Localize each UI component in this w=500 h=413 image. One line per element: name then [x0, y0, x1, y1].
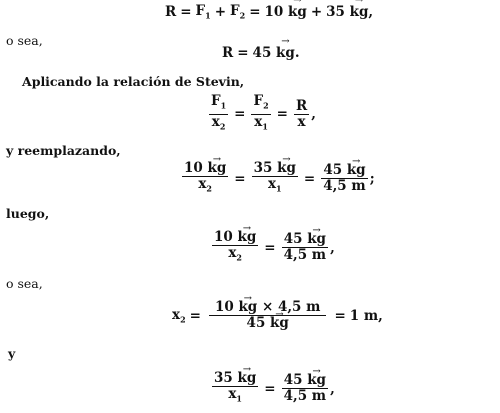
force-2: $F_2$: [230, 3, 246, 21]
fraction-45kg-4-5m: $\frac{45 \to kg}{4,5 m}$: [282, 373, 328, 404]
equation-luego: $\frac{10 \to kg}{x_2}$ = $\frac{45 \to kg}{4,5 m}$ ,: [210, 230, 335, 266]
text-y-reemplazando: y reemplazando,: [6, 143, 121, 158]
fraction-35kg-x1: $\frac{35 \to kg}{x_1}$: [212, 371, 258, 407]
text-luego: luego,: [6, 206, 50, 221]
fraction-r-x: $\frac{R}{x}$: [295, 97, 308, 130]
equation-stevin-relation: $\frac{F_1}{x_2}$ = $\frac{F_2}{x_1}$ = $\frac{R}{x}$ ,: [207, 94, 316, 134]
text-y: y: [8, 346, 16, 361]
kg-vector-unit: → kg: [288, 4, 307, 20]
fraction-product: $\frac{10 \to kg \times 4,5 m}{45 \to kg}$: [209, 300, 327, 331]
equation-substituted: $\frac{10 \to kg}{x_2}$ = $\frac{35 \to kg}{x_1}$ = $\frac{45 \to kg}{4,5 m}$ ;: [180, 161, 375, 197]
kg-vector-unit: → kg: [276, 45, 295, 61]
equation-resultant-value: R = 45 → kg .: [222, 45, 300, 61]
text-o-sea-2: o sea,: [6, 276, 43, 291]
equation-resultant-sum: R = $F_1$ + $F_2$ = 10 → kg + 35 → kg ,: [165, 3, 373, 21]
fraction-f1-x2: $\frac{F_1}{x_2}$: [211, 93, 227, 132]
text-aplicando-stevin: Aplicando la relación de Stevin,: [22, 74, 245, 89]
x2-symbol: $x_2$: [172, 306, 186, 325]
fraction-10kg-x2: $\frac{10 \to kg}{x_2}$: [182, 161, 228, 197]
fraction-45kg-4-5m: $\frac{45 \to kg}{4,5 m}$: [321, 163, 367, 194]
fraction-10kg-x2: $\frac{10 \to kg}{x_2}$: [212, 230, 258, 266]
equation-solve-x2: $x_2$ = $\frac{10 \to kg \times 4,5 m}{45 \to kg}$ = 1 m ,: [172, 300, 383, 331]
fraction-45kg-4-5m: $\frac{45 \to kg}{4,5 m}$: [282, 232, 328, 263]
text-o-sea-1: o sea,: [6, 33, 43, 48]
equation-final: $\frac{35 \to kg}{x_1}$ = $\frac{45 \to kg}{4,5 m}$ ,: [210, 371, 335, 407]
fraction-f2-x1: $\frac{F_2}{x_1}$: [253, 93, 269, 132]
force-1: $F_1$: [195, 3, 211, 21]
resultant-symbol: R: [165, 3, 177, 20]
fraction-35kg-x1: $\frac{35 \to kg}{x_1}$: [252, 161, 298, 197]
kg-vector-unit: → kg: [350, 4, 369, 20]
